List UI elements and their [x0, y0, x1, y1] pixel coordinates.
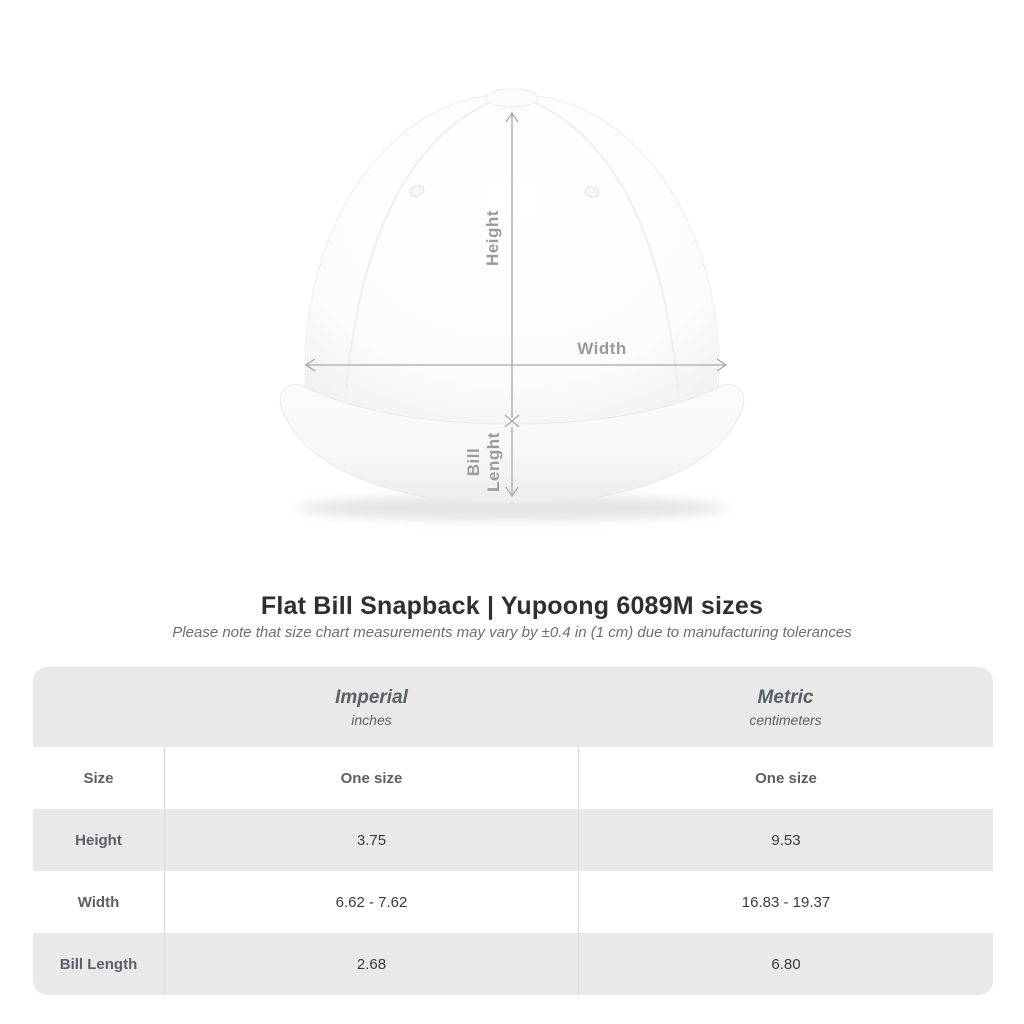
metric-value: 16.83 - 19.37: [578, 871, 993, 933]
bill-length-label-line2: Lenght: [484, 432, 503, 492]
snapback-hat-image: [270, 80, 760, 540]
header-spacer: [33, 667, 165, 747]
bill-length-label-line1: Bill: [464, 447, 483, 477]
hat-measurement-diagram: [270, 80, 760, 540]
size-chart-table: [33, 667, 993, 995]
row-label: Height: [33, 809, 165, 871]
imperial-value: 6.62 - 7.62: [335, 893, 408, 911]
metric-value: One size: [578, 747, 993, 809]
column-header-imperial: [165, 667, 578, 747]
table-row-size: [33, 747, 993, 809]
width-label: Width: [577, 339, 627, 358]
column-header-metric: [578, 667, 993, 747]
metric-value: 9.53: [578, 809, 993, 871]
metric-unit: centimeters: [749, 711, 822, 728]
metric-label: Metric: [757, 686, 814, 708]
row-label: Size: [33, 747, 165, 809]
tolerance-note: Please note that size chart measurements may vary by ±0.4 in (1 cm) due to manufacturing tolerances: [172, 624, 852, 641]
table-header: [33, 667, 993, 747]
page-title: Flat Bill Snapback | Yupoong 6089M sizes: [260, 592, 764, 620]
hat-button: [486, 89, 538, 107]
imperial-value: 3.75: [356, 831, 387, 849]
row-label: Bill Length: [33, 933, 165, 995]
imperial-label: Imperial: [335, 686, 408, 708]
table-row-height: [33, 809, 993, 871]
height-label: Height: [483, 210, 502, 266]
metric-value: 6.80: [578, 933, 993, 995]
row-label: Width: [33, 871, 165, 933]
imperial-value: One size: [340, 769, 403, 787]
table-row-bill-length: [33, 933, 993, 995]
imperial-unit: inches: [351, 711, 392, 728]
table-row-width: [33, 871, 993, 933]
imperial-value: 2.68: [356, 955, 387, 973]
table-body: [33, 747, 993, 995]
